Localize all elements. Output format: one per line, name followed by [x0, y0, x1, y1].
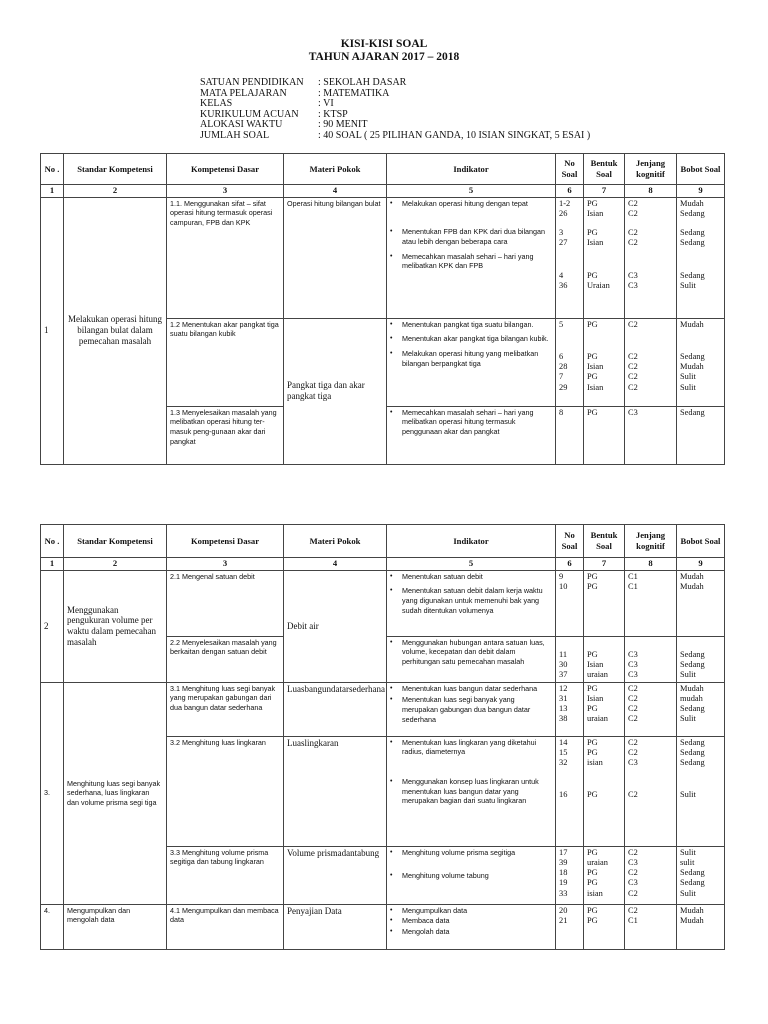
indikator-cell: [387, 904, 556, 949]
no-soal-cell: 5 6 28 7 29: [556, 318, 584, 406]
col-number: 8: [625, 558, 677, 571]
col-number: 7: [584, 185, 625, 198]
info-label: KELAS: [200, 98, 233, 110]
document-subtitle: TAHUN AJARAN 2017 – 2018: [308, 51, 460, 63]
bentuk-soal-cell: PG Isian uraian: [584, 636, 625, 682]
kompetensi-dasar: 3.3 Menghitung volume prisma segitiga dan tabung lingkaran: [167, 846, 284, 904]
info-value: : 90 MENIT: [318, 119, 368, 131]
kompetensi-dasar: 1.3 Menyelesaikan masalah yang melibatkan operasi hitung ter-masuk peng-gunaan akar dari pangkat: [167, 406, 284, 464]
header-row: [41, 525, 725, 558]
materi-pokok: Luaslingkaran: [284, 736, 387, 846]
no-soal-cell: 17 39 18 19 33: [556, 846, 584, 904]
no-soal-cell: 8: [556, 406, 584, 464]
col-header-indikator: Indikator: [387, 525, 556, 558]
indikator-cell: [387, 318, 556, 406]
jenjang-cell: C2 C3 C2 C3 C2: [625, 846, 677, 904]
info-value: : SEKOLAH DASAR: [318, 77, 407, 88]
jenjang-cell: C2 C2 C2 C2 C3 C3: [625, 197, 677, 318]
table-row: [41, 570, 725, 636]
jenjang-cell: C2 C2 C2 C2: [625, 682, 677, 736]
info-value: : VI: [318, 98, 334, 110]
kompetensi-dasar: 1.1. Menggunakan sifat – sifat operasi hitung termasuk operasi campuran, FPB dan KPK: [167, 197, 284, 318]
indikator-item: • Menentukan satuan debit dalam kerja waktu yang digunakan untuk memenuhi bak yang sudah ditentukan volumenya: [390, 586, 543, 615]
bobot-cell: Mudah Sedang Mudah Sulit Sulit: [677, 318, 725, 406]
indikator-item: • Mengolah data: [390, 927, 450, 937]
indikator-item: • Menentukan luas segi banyak yang merupakan gabungan dua bangun datar sederhana: [390, 695, 531, 724]
no-soal-cell: 14 15 32 16: [556, 736, 584, 846]
bobot-cell: Sedang Sedang Sedang Sulit: [677, 736, 725, 846]
no-soal-cell: 20 21: [556, 904, 584, 949]
table-row: [41, 197, 725, 318]
indikator-item: • Melakukan operasi hitung dengan tepat: [390, 198, 528, 208]
materi-pokok: Luasbangundatarsederhana: [284, 682, 387, 736]
col-header-kd: Kompetensi Dasar: [167, 154, 284, 185]
indikator-cell: [387, 682, 556, 736]
indikator-cell: [387, 197, 556, 318]
materi-pokok: Pangkat tiga dan akar pangkat tiga: [284, 318, 387, 464]
col-number: 2: [64, 558, 167, 571]
col-header-no-soal: No Soal: [556, 154, 584, 185]
info-label: MATA PELAJARAN: [200, 87, 287, 99]
col-number: 1: [41, 185, 64, 198]
indikator-cell: [387, 636, 556, 682]
indikator-item: • Menggunakan hubungan antara satuan luas, volume, kecepatan dan debit dalam perhitungan satu pemecahan masalah: [390, 637, 545, 667]
jenjang-cell: C2 C2 C3 C2: [625, 736, 677, 846]
no-soal-cell: 1-2 26 3 27 4 36: [556, 197, 584, 318]
indikator-item: • Menentukan luas bangun datar sederhana: [390, 683, 538, 693]
col-header-no-soal: No Soal: [556, 525, 584, 558]
kompetensi-dasar: 3.2 Menghitung luas lingkaran: [167, 736, 284, 846]
col-header-bobot: Bobot Soal: [677, 154, 725, 185]
jenjang-cell: C3 C3 C3: [625, 636, 677, 682]
bobot-cell: Mudah mudah Sedang Sulit: [677, 682, 725, 736]
col-header-jenjang: Jenjang kognitif: [625, 154, 677, 185]
kompetensi-dasar: 1.2 Menentukan akar pangkat tiga suatu bilangan kubik: [167, 318, 284, 406]
col-number: 4: [284, 558, 387, 571]
number-row: [41, 558, 725, 571]
col-header-sk: Standar Kompetensi: [64, 525, 167, 558]
no-soal-cell: 12 31 13 38: [556, 682, 584, 736]
col-header-materi: Materi Pokok: [284, 525, 387, 558]
jenjang-cell: C3: [625, 406, 677, 464]
col-header-no: No .: [41, 154, 64, 185]
kompetensi-dasar: 2.1 Mengenal satuan debit: [167, 570, 284, 636]
col-header-no: No .: [41, 525, 64, 558]
bentuk-soal-cell: PG: [584, 406, 625, 464]
bentuk-soal-cell: PG uraian PG PG isian: [584, 846, 625, 904]
info-value: : 40 SOAL ( 25 PILIHAN GANDA, 10 ISIAN SINGKAT, 5 ESAI ): [318, 129, 591, 141]
col-number: 7: [584, 558, 625, 571]
info-row: [200, 89, 590, 100]
row-number: 1: [41, 197, 64, 464]
info-row: [200, 78, 590, 89]
row-number: 2: [41, 570, 64, 682]
kompetensi-dasar: 4.1 Mengumpulkan dan membaca data: [167, 904, 284, 949]
col-header-sk: Standar Kompetensi: [64, 154, 167, 185]
table-row: [41, 682, 725, 736]
indikator-item: • Menghitung volume prisma segitiga: [390, 847, 516, 857]
bentuk-soal-cell: PG PG Isian PG Isian: [584, 318, 625, 406]
info-block: [200, 78, 590, 142]
indikator-item: • Membaca data: [390, 916, 450, 926]
standar-kompetensi: Mengumpulkan dan mengolah data: [64, 904, 167, 949]
table-row: [41, 904, 725, 949]
col-number: 6: [556, 558, 584, 571]
jenjang-cell: C1 C1: [625, 570, 677, 636]
materi-pokok: Penyajian Data: [284, 904, 387, 949]
col-header-bentuk: Bentuk Soal: [584, 525, 625, 558]
kompetensi-dasar: 3.1 Menghitung luas segi banyak yang merupakan gabungan dari dua bangun datar sederhana: [167, 682, 284, 736]
jenjang-cell: C2 C2 C2 C2 C2: [625, 318, 677, 406]
kisi-table-1: [40, 153, 725, 465]
indikator-cell: [387, 846, 556, 904]
materi-pokok: Operasi hitung bilangan bulat: [284, 197, 387, 318]
col-header-bobot: Bobot Soal: [677, 525, 725, 558]
kisi-table-2: [40, 524, 725, 950]
col-header-indikator: Indikator: [387, 154, 556, 185]
materi-pokok: Debit air: [284, 570, 387, 682]
indikator-item: • Menghitung volume tabung: [390, 871, 489, 881]
col-header-kd: Kompetensi Dasar: [167, 525, 284, 558]
indikator-item: • Menentukan luas lingkaran yang diketahui radius, diameternya: [390, 737, 537, 757]
indikator-cell: [387, 736, 556, 846]
col-number: 6: [556, 185, 584, 198]
col-header-jenjang: Jenjang kognitif: [625, 525, 677, 558]
col-number: 9: [677, 185, 725, 198]
indikator-item: • Memecahkan masalah sehari – hari yang melibatkan operasi hitung termasuk penggunaan akar dan pangkat: [390, 407, 534, 437]
info-row: [200, 131, 590, 142]
col-number: 3: [167, 185, 284, 198]
bentuk-soal-cell: PG Isian PG uraian: [584, 682, 625, 736]
standar-kompetensi: Menggunakan pengukuran volume per waktu dalam pemecahan masalah: [64, 570, 167, 682]
header-row: [41, 154, 725, 185]
indikator-item: • Memecahkan masalah sehari – hari yang melibatkan KPK dan FPB: [390, 251, 534, 271]
bobot-cell: Mudah Sedang Sedang Sedang Sedang Sulit: [677, 197, 725, 318]
col-number: 5: [387, 185, 556, 198]
kompetensi-dasar: 2.2 Menyelesaikan masalah yang berkaitan dengan satuan debit: [167, 636, 284, 682]
indikator-item: • Mengumpulkan data: [390, 905, 468, 915]
indikator-item: • Menentukan FPB dan KPK dari dua bilangan atau lebih dengan beberapa cara: [390, 227, 546, 247]
bentuk-soal-cell: PG PG isian PG: [584, 736, 625, 846]
row-number: 4.: [41, 904, 64, 949]
col-number: 9: [677, 558, 725, 571]
standar-kompetensi: Menghitung luas segi banyak sederhana, luas lingkaran dan volume prisma segi tiga: [64, 682, 167, 904]
col-number: 3: [167, 558, 284, 571]
jenjang-cell: C2 C1: [625, 904, 677, 949]
bentuk-soal-cell: PG Isian PG Isian PG Uraian: [584, 197, 625, 318]
col-number: 1: [41, 558, 64, 571]
info-label: SATUAN PENDIDIKAN: [200, 77, 304, 88]
indikator-item: • Menentukan akar pangkat tiga bilangan kubik.: [390, 334, 549, 344]
indikator-item: • Menggunakan konsep luas lingkaran untuk menentukan luas bangun datar yang merupakan bagian dari suatu lingkaran: [390, 777, 539, 806]
col-number: 4: [284, 185, 387, 198]
info-value: : MATEMATIKA: [318, 87, 390, 99]
bobot-cell: Sedang: [677, 406, 725, 464]
col-header-bentuk: Bentuk Soal: [584, 154, 625, 185]
indikator-cell: [387, 570, 556, 636]
indikator-item: • Menentukan pangkat tiga suatu bilangan.: [390, 319, 534, 329]
indikator-cell: [387, 406, 556, 464]
info-value: : KTSP: [318, 108, 348, 120]
bentuk-soal-cell: PG PG: [584, 904, 625, 949]
info-label: KURIKULUM ACUAN: [200, 108, 299, 120]
number-row: [41, 185, 725, 198]
no-soal-cell: 9 10: [556, 570, 584, 636]
standar-kompetensi: Melakukan operasi hitung bilangan bulat dalam pemecahan masalah: [64, 197, 167, 464]
bobot-cell: Sulit sulit Sedang Sedang Sulit: [677, 846, 725, 904]
bentuk-soal-cell: PG PG: [584, 570, 625, 636]
no-soal-cell: 11 30 37: [556, 636, 584, 682]
info-label: ALOKASI WAKTU: [200, 119, 283, 131]
col-number: 5: [387, 558, 556, 571]
bobot-cell: Sedang Sedang Sulit: [677, 636, 725, 682]
col-header-materi: Materi Pokok: [284, 154, 387, 185]
indikator-item: • Melakukan operasi hitung yang melibatkan bilangan berpangkat tiga: [390, 349, 539, 368]
col-number: 8: [625, 185, 677, 198]
document-title: KISI-KISI SOAL: [340, 38, 428, 50]
col-number: 2: [64, 185, 167, 198]
bobot-cell: Mudah Mudah: [677, 570, 725, 636]
materi-pokok: Volume prismadantabung: [284, 846, 387, 904]
indikator-item: • Menentukan satuan debit: [390, 571, 483, 581]
row-number: 3.: [41, 682, 64, 904]
bobot-cell: Mudah Mudah: [677, 904, 725, 949]
info-label: JUMLAH SOAL: [200, 129, 270, 141]
